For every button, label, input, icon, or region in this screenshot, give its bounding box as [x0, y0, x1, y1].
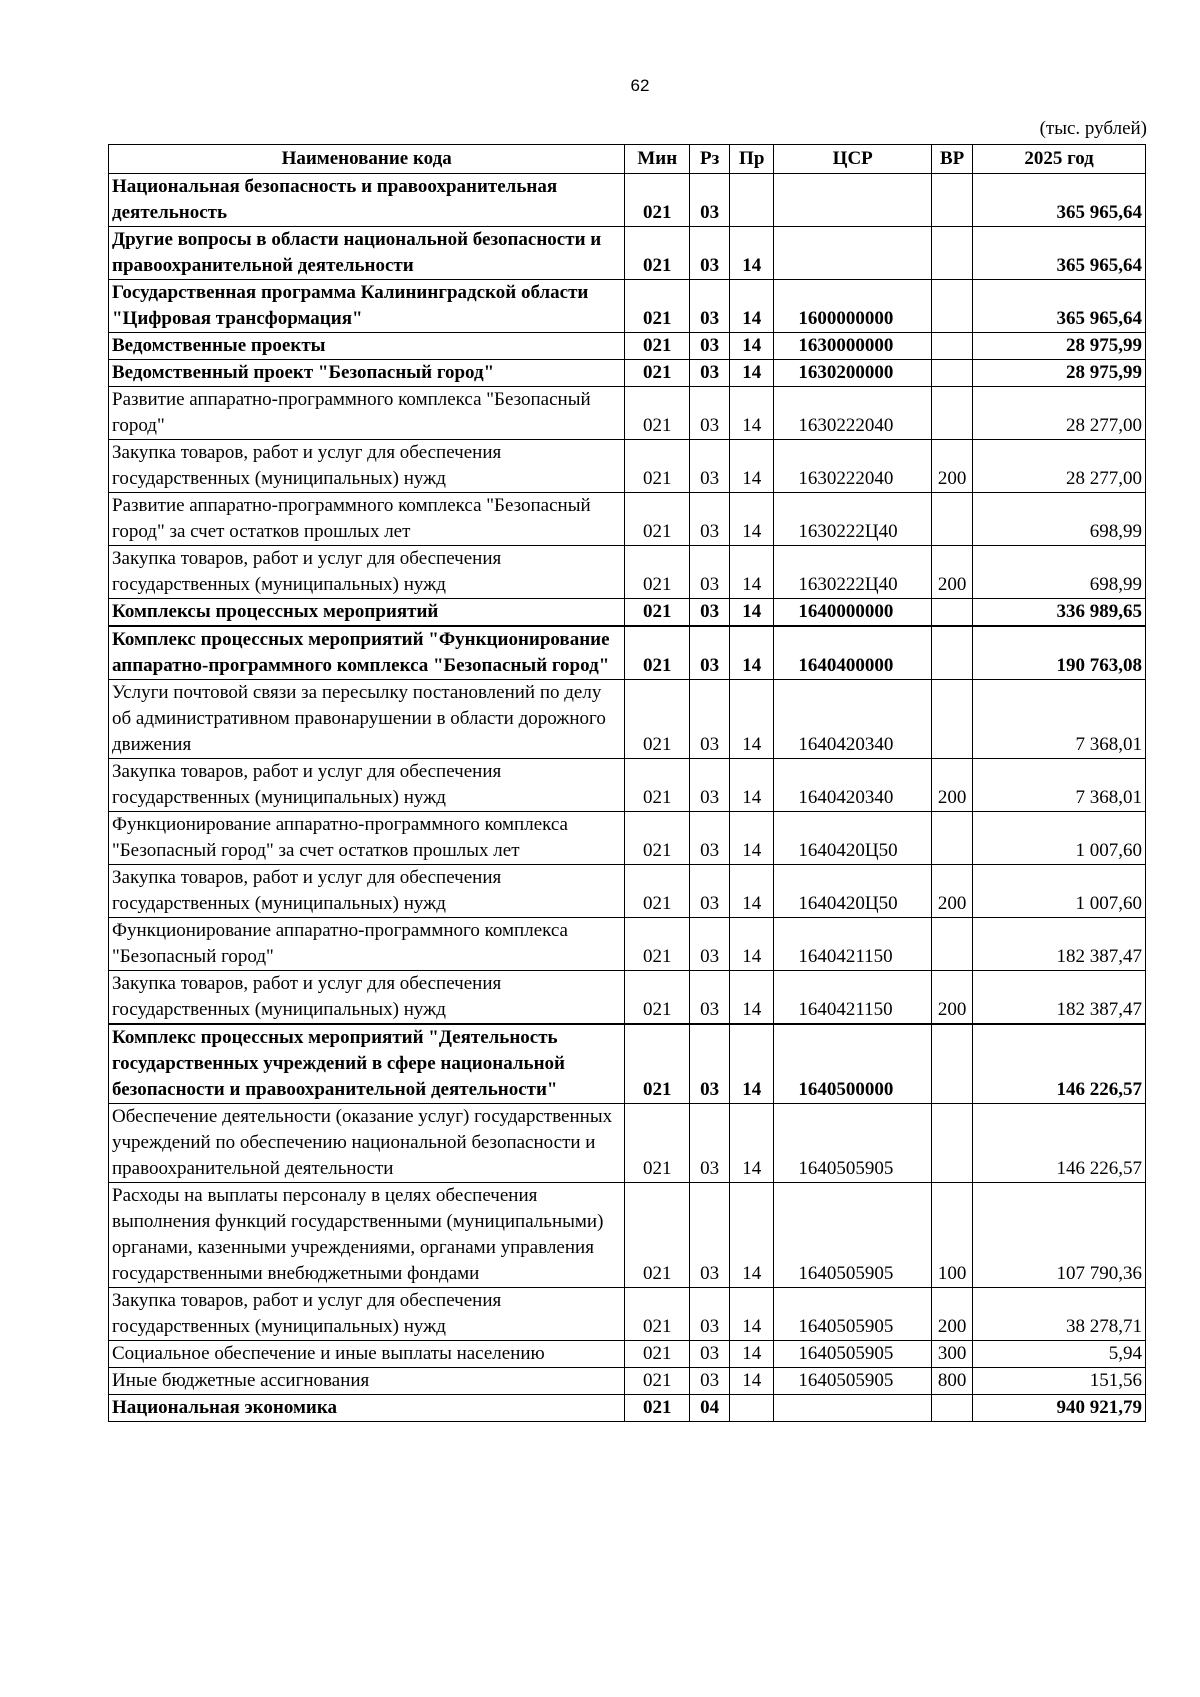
cell-amount: 28 975,99 — [973, 360, 1146, 387]
cell-rz: 03 — [690, 440, 730, 493]
cell-amount: 146 226,57 — [973, 1024, 1146, 1104]
cell-name: Обеспечение деятельности (оказание услуг) государственных учреждений по обеспечению национальной безопасности и правоохранительной деятельности — [109, 1104, 625, 1183]
cell-min: 021 — [625, 599, 690, 627]
cell-name: Функционирование аппаратно-программного комплекса "Безопасный город" за счет остатков прошлых лет — [109, 812, 625, 865]
cell-pr: 14 — [730, 1368, 774, 1395]
cell-amount: 940 921,79 — [973, 1395, 1146, 1422]
table-row — [109, 626, 1146, 680]
cell-name: Развитие аппаратно-программного комплекса "Безопасный город" за счет остатков прошлых лет — [109, 493, 625, 546]
cell-name: Закупка товаров, работ и услуг для обеспечения государственных (муниципальных) нужд — [109, 440, 625, 493]
table-row — [109, 174, 1146, 227]
cell-csr: 1640505905 — [774, 1104, 932, 1183]
table-row — [109, 971, 1146, 1025]
table-row — [109, 865, 1146, 918]
cell-amount: 28 277,00 — [973, 387, 1146, 440]
cell-vr — [932, 493, 973, 546]
units-label: (тыс. рублей) — [1039, 118, 1147, 139]
cell-min: 021 — [625, 493, 690, 546]
cell-name: Комплекс процессных мероприятий "Функционирование аппаратно-программного комплекса "Безопасный город" — [109, 626, 625, 680]
cell-min: 021 — [625, 812, 690, 865]
cell-name: Социальное обеспечение и иные выплаты населению — [109, 1341, 625, 1368]
cell-vr: 300 — [932, 1341, 973, 1368]
cell-vr — [932, 626, 973, 680]
cell-pr: 14 — [730, 1341, 774, 1368]
cell-vr: 200 — [932, 865, 973, 918]
cell-vr: 800 — [932, 1368, 973, 1395]
table-row — [109, 227, 1146, 280]
cell-amount: 28 277,00 — [973, 440, 1146, 493]
cell-csr: 1640505905 — [774, 1288, 932, 1341]
cell-csr: 1630222040 — [774, 387, 932, 440]
cell-min: 021 — [625, 1341, 690, 1368]
cell-csr — [774, 174, 932, 227]
cell-pr: 14 — [730, 227, 774, 280]
cell-rz: 03 — [690, 360, 730, 387]
cell-rz: 04 — [690, 1395, 730, 1422]
cell-csr: 1640505905 — [774, 1368, 932, 1395]
cell-csr: 1630222Ц40 — [774, 546, 932, 599]
cell-min: 021 — [625, 626, 690, 680]
cell-min: 021 — [625, 227, 690, 280]
table-row — [109, 333, 1146, 360]
col-header-csr: ЦСР — [774, 145, 932, 174]
cell-min: 021 — [625, 971, 690, 1025]
cell-csr: 1640420340 — [774, 759, 932, 812]
cell-amount: 146 226,57 — [973, 1104, 1146, 1183]
cell-rz: 03 — [690, 626, 730, 680]
table-row — [109, 599, 1146, 627]
cell-amount: 7 368,01 — [973, 680, 1146, 759]
cell-min: 021 — [625, 360, 690, 387]
col-header-rz: Рз — [690, 145, 730, 174]
cell-rz: 03 — [690, 918, 730, 971]
cell-name: Комплексы процессных мероприятий — [109, 599, 625, 627]
cell-vr — [932, 333, 973, 360]
cell-vr: 100 — [932, 1183, 973, 1288]
cell-rz: 03 — [690, 1288, 730, 1341]
cell-rz: 03 — [690, 1368, 730, 1395]
cell-amount: 7 368,01 — [973, 759, 1146, 812]
table-row — [109, 1395, 1146, 1422]
cell-vr — [932, 280, 973, 333]
col-header-year: 2025 год — [973, 145, 1146, 174]
cell-amount: 28 975,99 — [973, 333, 1146, 360]
table-row — [109, 1288, 1146, 1341]
cell-rz: 03 — [690, 1024, 730, 1104]
table-row — [109, 680, 1146, 759]
cell-name: Закупка товаров, работ и услуг для обеспечения государственных (муниципальных) нужд — [109, 865, 625, 918]
cell-name: Ведомственные проекты — [109, 333, 625, 360]
cell-min: 021 — [625, 865, 690, 918]
cell-name: Закупка товаров, работ и услуг для обеспечения государственных (муниципальных) нужд — [109, 1288, 625, 1341]
table-row — [109, 280, 1146, 333]
cell-pr: 14 — [730, 493, 774, 546]
cell-vr — [932, 387, 973, 440]
budget-table — [108, 144, 1146, 1422]
cell-rz: 03 — [690, 280, 730, 333]
page-number: 62 — [630, 76, 650, 95]
cell-amount: 182 387,47 — [973, 918, 1146, 971]
cell-pr: 14 — [730, 812, 774, 865]
table-row — [109, 1104, 1146, 1183]
cell-pr: 14 — [730, 759, 774, 812]
col-header-vr: ВР — [932, 145, 973, 174]
cell-rz: 03 — [690, 493, 730, 546]
cell-min: 021 — [625, 546, 690, 599]
cell-pr: 14 — [730, 333, 774, 360]
cell-pr — [730, 174, 774, 227]
cell-csr — [774, 1395, 932, 1422]
cell-rz: 03 — [690, 971, 730, 1025]
cell-name: Комплекс процессных мероприятий "Деятельность государственных учреждений в сфере национальной безопасности и правоохранительной деятельности" — [109, 1024, 625, 1104]
table-row — [109, 759, 1146, 812]
table-row — [109, 1341, 1146, 1368]
cell-name: Иные бюджетные ассигнования — [109, 1368, 625, 1395]
cell-min: 021 — [625, 387, 690, 440]
cell-pr: 14 — [730, 599, 774, 627]
cell-amount: 698,99 — [973, 546, 1146, 599]
cell-name: Закупка товаров, работ и услуг для обеспечения государственных (муниципальных) нужд — [109, 546, 625, 599]
cell-pr: 14 — [730, 440, 774, 493]
cell-csr: 1630200000 — [774, 360, 932, 387]
cell-amount: 1 007,60 — [973, 812, 1146, 865]
cell-min: 021 — [625, 1024, 690, 1104]
cell-csr: 1640505905 — [774, 1341, 932, 1368]
cell-name: Национальная экономика — [109, 1395, 625, 1422]
cell-csr: 1640420Ц50 — [774, 812, 932, 865]
cell-vr: 200 — [932, 1288, 973, 1341]
cell-amount: 1 007,60 — [973, 865, 1146, 918]
cell-csr: 1640000000 — [774, 599, 932, 627]
cell-pr: 14 — [730, 680, 774, 759]
cell-amount: 698,99 — [973, 493, 1146, 546]
cell-rz: 03 — [690, 1341, 730, 1368]
cell-vr: 200 — [932, 440, 973, 493]
cell-min: 021 — [625, 440, 690, 493]
table-row — [109, 1368, 1146, 1395]
table-row — [109, 493, 1146, 546]
cell-pr: 14 — [730, 1024, 774, 1104]
cell-csr: 1630222040 — [774, 440, 932, 493]
table-row — [109, 1024, 1146, 1104]
cell-csr: 1640420Ц50 — [774, 865, 932, 918]
cell-rz: 03 — [690, 546, 730, 599]
cell-vr — [932, 1104, 973, 1183]
cell-vr: 200 — [932, 759, 973, 812]
cell-csr: 1640500000 — [774, 1024, 932, 1104]
cell-vr — [932, 918, 973, 971]
cell-amount: 365 965,64 — [973, 227, 1146, 280]
cell-name: Расходы на выплаты персоналу в целях обеспечения выполнения функций государственными (муниципальными) органами, казенными учреждениями, органами управления государственными внебюджетными фондами — [109, 1183, 625, 1288]
cell-amount: 107 790,36 — [973, 1183, 1146, 1288]
cell-rz: 03 — [690, 680, 730, 759]
table-row — [109, 812, 1146, 865]
cell-min: 021 — [625, 1183, 690, 1288]
cell-amount: 336 989,65 — [973, 599, 1146, 627]
cell-vr — [932, 1024, 973, 1104]
cell-name: Услуги почтовой связи за пересылку постановлений по делу об административном правонарушении в области дорожного движения — [109, 680, 625, 759]
cell-name: Национальная безопасность и правоохранительная деятельность — [109, 174, 625, 227]
cell-pr: 14 — [730, 918, 774, 971]
cell-pr: 14 — [730, 280, 774, 333]
cell-amount: 365 965,64 — [973, 174, 1146, 227]
cell-vr — [932, 1395, 973, 1422]
cell-vr — [932, 680, 973, 759]
cell-pr: 14 — [730, 626, 774, 680]
cell-min: 021 — [625, 1395, 690, 1422]
cell-amount: 5,94 — [973, 1341, 1146, 1368]
table-header-row — [109, 145, 1146, 174]
cell-csr: 1630000000 — [774, 333, 932, 360]
cell-vr — [932, 174, 973, 227]
cell-name: Другие вопросы в области национальной безопасности и правоохранительной деятельности — [109, 227, 625, 280]
cell-min: 021 — [625, 333, 690, 360]
cell-pr: 14 — [730, 546, 774, 599]
cell-min: 021 — [625, 759, 690, 812]
cell-csr — [774, 227, 932, 280]
cell-pr: 14 — [730, 1288, 774, 1341]
cell-min: 021 — [625, 680, 690, 759]
cell-csr: 1640421150 — [774, 971, 932, 1025]
cell-pr: 14 — [730, 865, 774, 918]
table-row — [109, 387, 1146, 440]
cell-name: Закупка товаров, работ и услуг для обеспечения государственных (муниципальных) нужд — [109, 971, 625, 1025]
table-row — [109, 546, 1146, 599]
table-row — [109, 918, 1146, 971]
cell-amount: 190 763,08 — [973, 626, 1146, 680]
cell-name: Развитие аппаратно-программного комплекса "Безопасный город" — [109, 387, 625, 440]
cell-rz: 03 — [690, 387, 730, 440]
cell-amount: 38 278,71 — [973, 1288, 1146, 1341]
cell-csr: 1640421150 — [774, 918, 932, 971]
cell-rz: 03 — [690, 812, 730, 865]
cell-pr: 14 — [730, 971, 774, 1025]
cell-pr: 14 — [730, 387, 774, 440]
cell-csr: 1630222Ц40 — [774, 493, 932, 546]
cell-vr — [932, 812, 973, 865]
col-header-name: Наименование кода — [109, 145, 625, 174]
cell-name: Закупка товаров, работ и услуг для обеспечения государственных (муниципальных) нужд — [109, 759, 625, 812]
cell-csr: 1640400000 — [774, 626, 932, 680]
cell-pr: 14 — [730, 360, 774, 387]
cell-csr: 1640505905 — [774, 1183, 932, 1288]
cell-vr: 200 — [932, 546, 973, 599]
cell-rz: 03 — [690, 599, 730, 627]
cell-min: 021 — [625, 918, 690, 971]
table-row — [109, 440, 1146, 493]
cell-min: 021 — [625, 280, 690, 333]
cell-min: 021 — [625, 1288, 690, 1341]
col-header-pr: Пр — [730, 145, 774, 174]
cell-min: 021 — [625, 1104, 690, 1183]
cell-rz: 03 — [690, 1183, 730, 1288]
cell-name: Ведомственный проект "Безопасный город" — [109, 360, 625, 387]
cell-rz: 03 — [690, 759, 730, 812]
cell-min: 021 — [625, 174, 690, 227]
cell-rz: 03 — [690, 1104, 730, 1183]
table-row — [109, 360, 1146, 387]
cell-name: Государственная программа Калининградской области "Цифровая трансформация" — [109, 280, 625, 333]
cell-rz: 03 — [690, 865, 730, 918]
cell-rz: 03 — [690, 227, 730, 280]
cell-vr — [932, 599, 973, 627]
cell-amount: 182 387,47 — [973, 971, 1146, 1025]
table-body — [109, 174, 1146, 1422]
cell-name: Функционирование аппаратно-программного комплекса "Безопасный город" — [109, 918, 625, 971]
cell-amount: 365 965,64 — [973, 280, 1146, 333]
cell-csr: 1640420340 — [774, 680, 932, 759]
cell-amount: 151,56 — [973, 1368, 1146, 1395]
table-row — [109, 1183, 1146, 1288]
cell-rz: 03 — [690, 174, 730, 227]
cell-min: 021 — [625, 1368, 690, 1395]
cell-pr — [730, 1395, 774, 1422]
cell-csr: 1600000000 — [774, 280, 932, 333]
cell-pr: 14 — [730, 1104, 774, 1183]
cell-vr: 200 — [932, 971, 973, 1025]
col-header-min: Мин — [625, 145, 690, 174]
cell-pr: 14 — [730, 1183, 774, 1288]
cell-vr — [932, 360, 973, 387]
cell-rz: 03 — [690, 333, 730, 360]
cell-vr — [932, 227, 973, 280]
